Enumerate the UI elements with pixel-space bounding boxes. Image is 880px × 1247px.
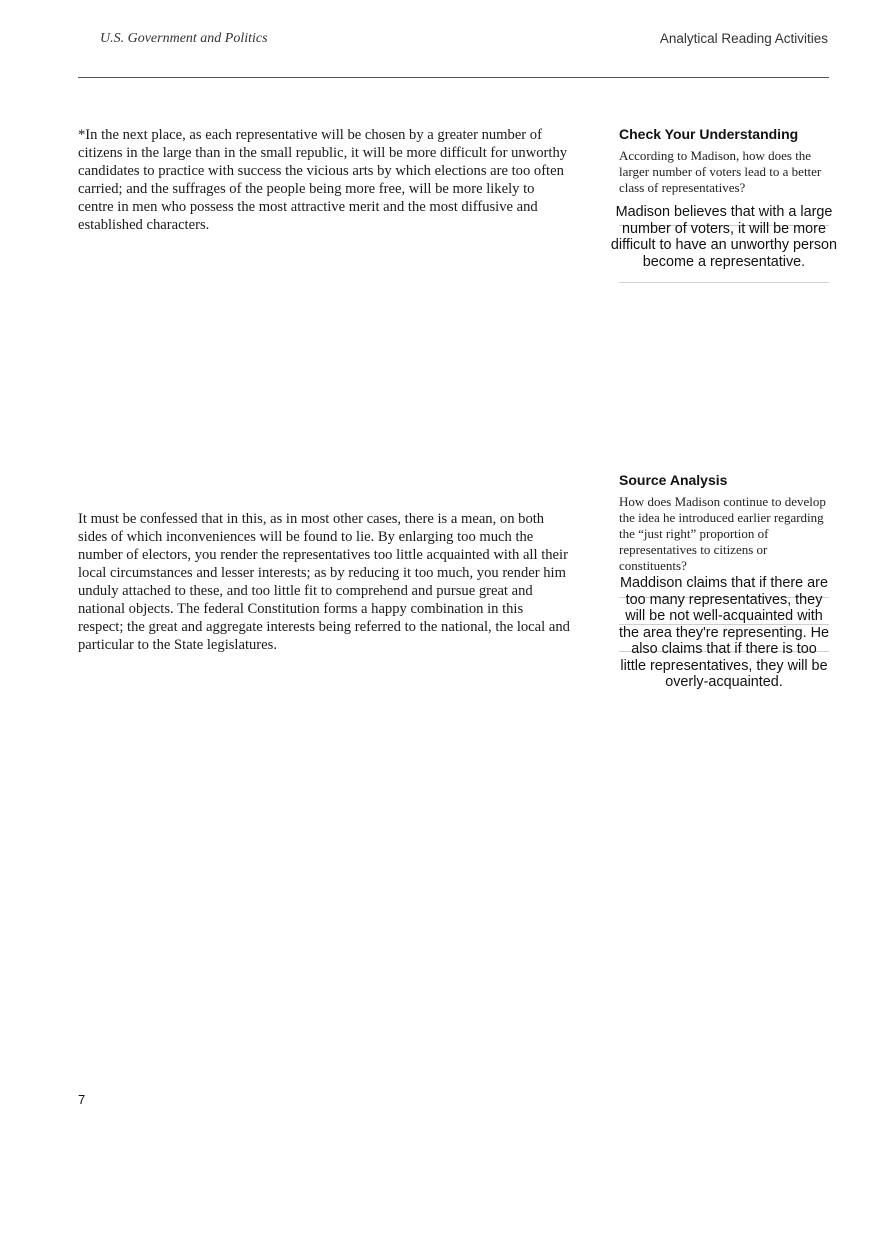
- check-your-understanding-answer: Madison believes that with a large number of voters, it will be more difficult to have an unworthy person become a representative.: [610, 204, 838, 270]
- page-number: 7: [78, 1092, 86, 1107]
- source-analysis-answer-area[interactable]: [619, 575, 829, 691]
- header-divider: [78, 77, 829, 78]
- check-your-understanding-box: [610, 126, 838, 270]
- source-analysis-answer: Maddison claims that if there are too many representatives, they will be not well-acquainted with the area they're representing. He also claims that if there is too little representatives, they will be overly-acquainted.: [619, 575, 829, 690]
- running-header-section-title: Analytical Reading Activities: [659, 31, 828, 46]
- answer-rule-line: [619, 282, 829, 283]
- source-analysis-title: Source Analysis: [619, 472, 728, 488]
- check-your-understanding-title: Check Your Understanding: [619, 126, 799, 142]
- check-your-understanding-answer-area[interactable]: [610, 204, 838, 270]
- source-analysis-box: [619, 472, 829, 691]
- primary-source-passage-1: *In the next place, as each representative will be chosen by a greater number of citizens in the large than in the small republic, it will be more difficult for unworthy candidates to practice with success the vicious arts by which elections are too often carried; and the suffrages of the people being more free, will be more likely to centre in men who possess the most attractive merit and the most diffusive and established characters.: [78, 127, 568, 233]
- running-header-course-title: U.S. Government and Politics: [100, 31, 268, 46]
- check-your-understanding-question: According to Madison, how does the larger number of voters lead to a better class of representatives?: [619, 148, 822, 195]
- source-analysis-question: How does Madison continue to develop the idea he introduced earlier regarding the “just right” proportion of representatives to citizens or constituents?: [619, 494, 826, 573]
- primary-source-passage-2: It must be confessed that in this, as in most other cases, there is a mean, on both sides of which inconveniences will be found to lie. By enlarging too much the number of electors, you render the representatives too little acquainted with all their local circumstances and lesser interests; as by reducing it too much, you render him unduly attached to these, and too little fit to comprehend and pursue great and national objects. The federal Constitution forms a happy combination in this respect; the great and aggregate interests being referred to the national, the local and particular to the State legislatures.: [78, 511, 570, 653]
